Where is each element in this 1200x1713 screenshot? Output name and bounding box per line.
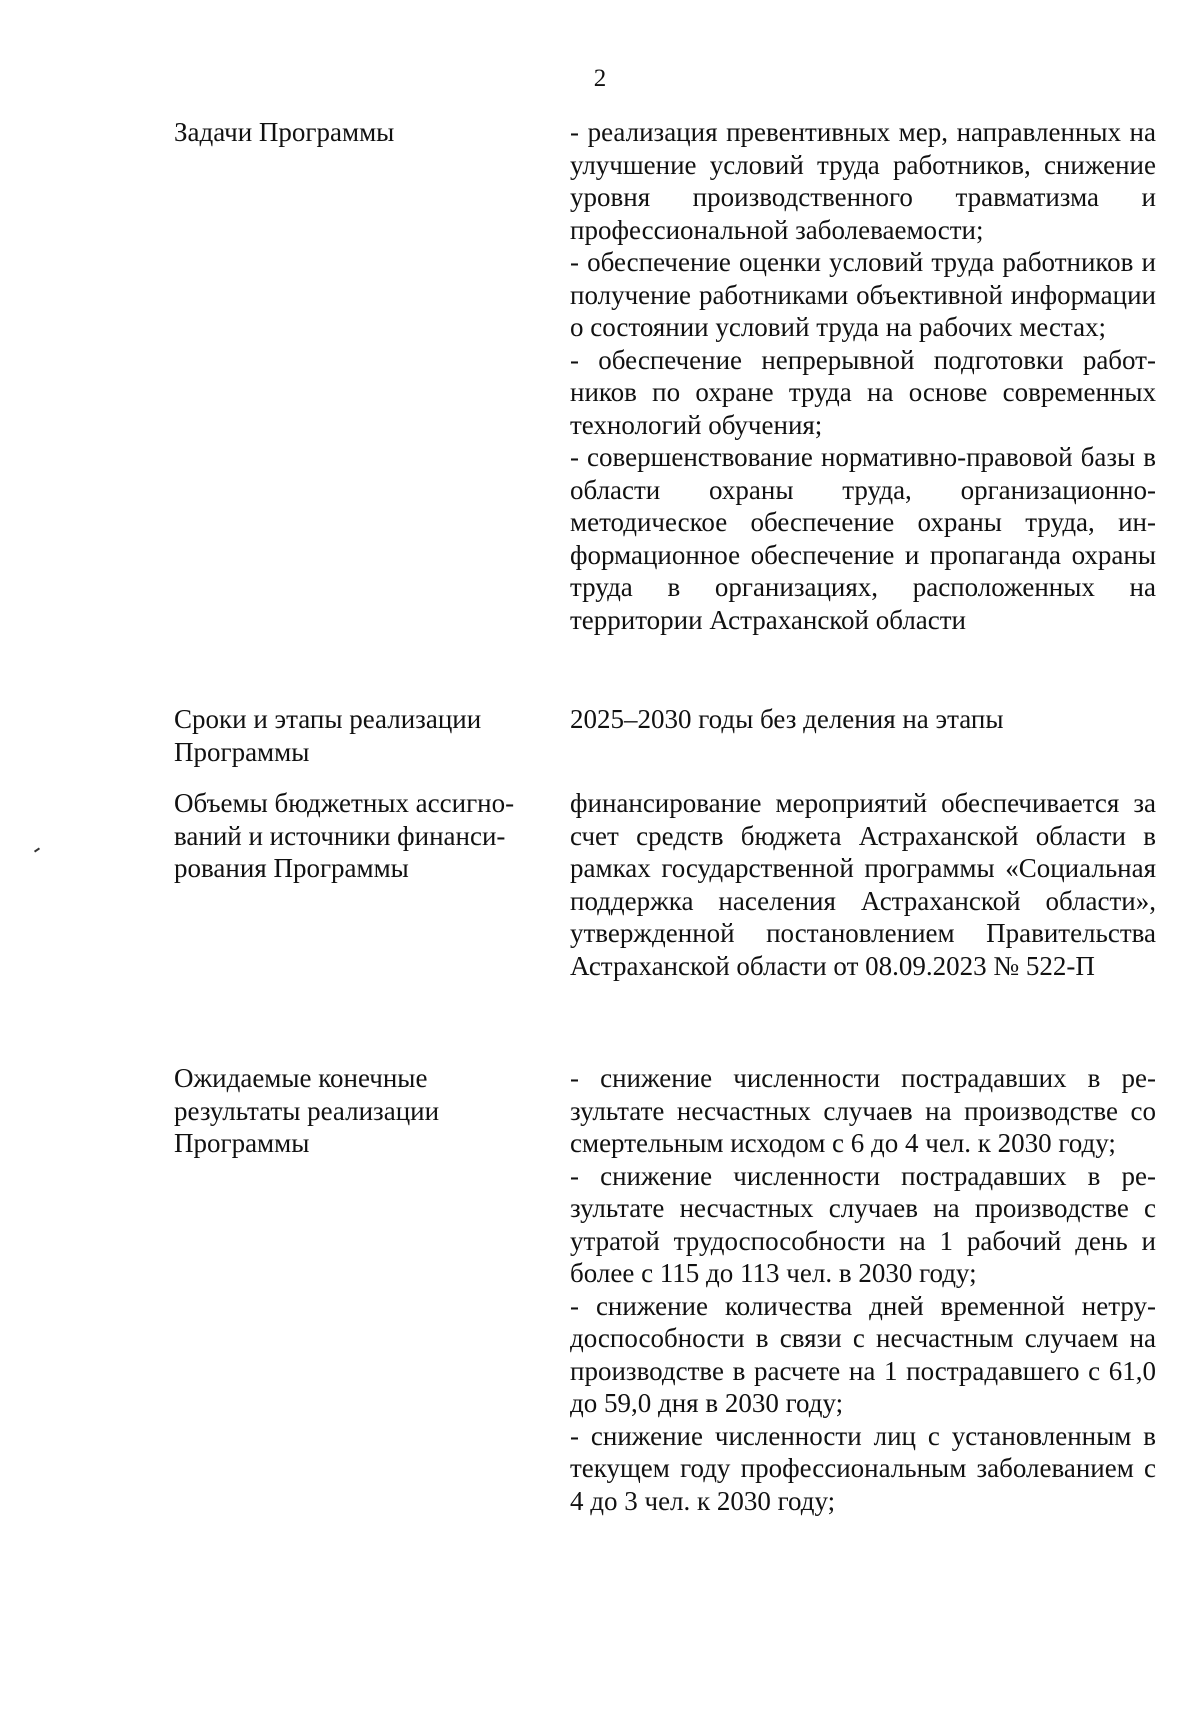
section-content bbox=[570, 703, 1156, 736]
section-label: Сроки и этапы реализации Программы bbox=[174, 704, 482, 767]
content-paragraph: - снижение численности пострадавших в результате несчастных случаев на производстве с утратой трудоспособности на 1 рабочий день и более с 115 до 113 чел. в 2030 году; bbox=[570, 1160, 1156, 1288]
content-paragraph: - реализация превентивных мер, направленных на улучшение условий труда работников, снижение уровня производственного травматизма и профессиональной заболеваемости; bbox=[570, 117, 1156, 245]
section-label: Ожидаемые конечные результаты реализации Программы bbox=[174, 1063, 440, 1158]
section-label: Объемы бюджетных ассигнований и источники финансирования Программы bbox=[174, 788, 515, 883]
content-paragraph: 2025–2030 годы без деления на этапы bbox=[570, 704, 1004, 734]
section-content bbox=[570, 1062, 1156, 1517]
content-paragraph: - обеспечение оценки условий труда работников и получение работниками объективной информации о состоянии условий труда на рабочих местах; bbox=[570, 247, 1156, 342]
content-paragraph: - снижение количества дней временной нетрудоспособности в связи с несчастным случаем на производстве в расчете на 1 пострадавшего с 61,0 до 59,0 дня в 2030 году; bbox=[570, 1290, 1156, 1418]
section-content bbox=[570, 116, 1156, 636]
content-paragraph: - обеспечение непрерывной подготовки работников по охране труда на основе современных технологий обучения; bbox=[570, 344, 1156, 440]
content-paragraph: - снижение численности пострадавших в результате несчастных случаев на производстве со смертельным исходом с 6 до 4 чел. к 2030 году; bbox=[570, 1063, 1156, 1158]
content-paragraph: финансирование мероприятий обеспечивается за счет средств бюджета Астраханской области в рамках государственной программы «Социальная поддержка населения Астраханской области», утвержденной постановлением Правительства Астраханской области от 08.09.2023 № 522-П bbox=[570, 788, 1156, 981]
content-paragraph: - совершенствование нормативно-правовой базы в области охраны труда, организационно-методическое обеспечение охраны труда, информационное обеспечение и пропаганда охраны труда в организациях, расположенных на территории Астраханской области bbox=[570, 442, 1156, 635]
content-paragraph: - снижение численности лиц с установленным в текущем году профессиональным заболеванием с 4 до 3 чел. к 2030 году; bbox=[570, 1420, 1156, 1516]
section-label: Задачи Программы bbox=[174, 117, 395, 147]
page-number: 2 bbox=[593, 65, 607, 92]
scan-mark bbox=[34, 847, 40, 852]
section-content bbox=[570, 787, 1156, 982]
